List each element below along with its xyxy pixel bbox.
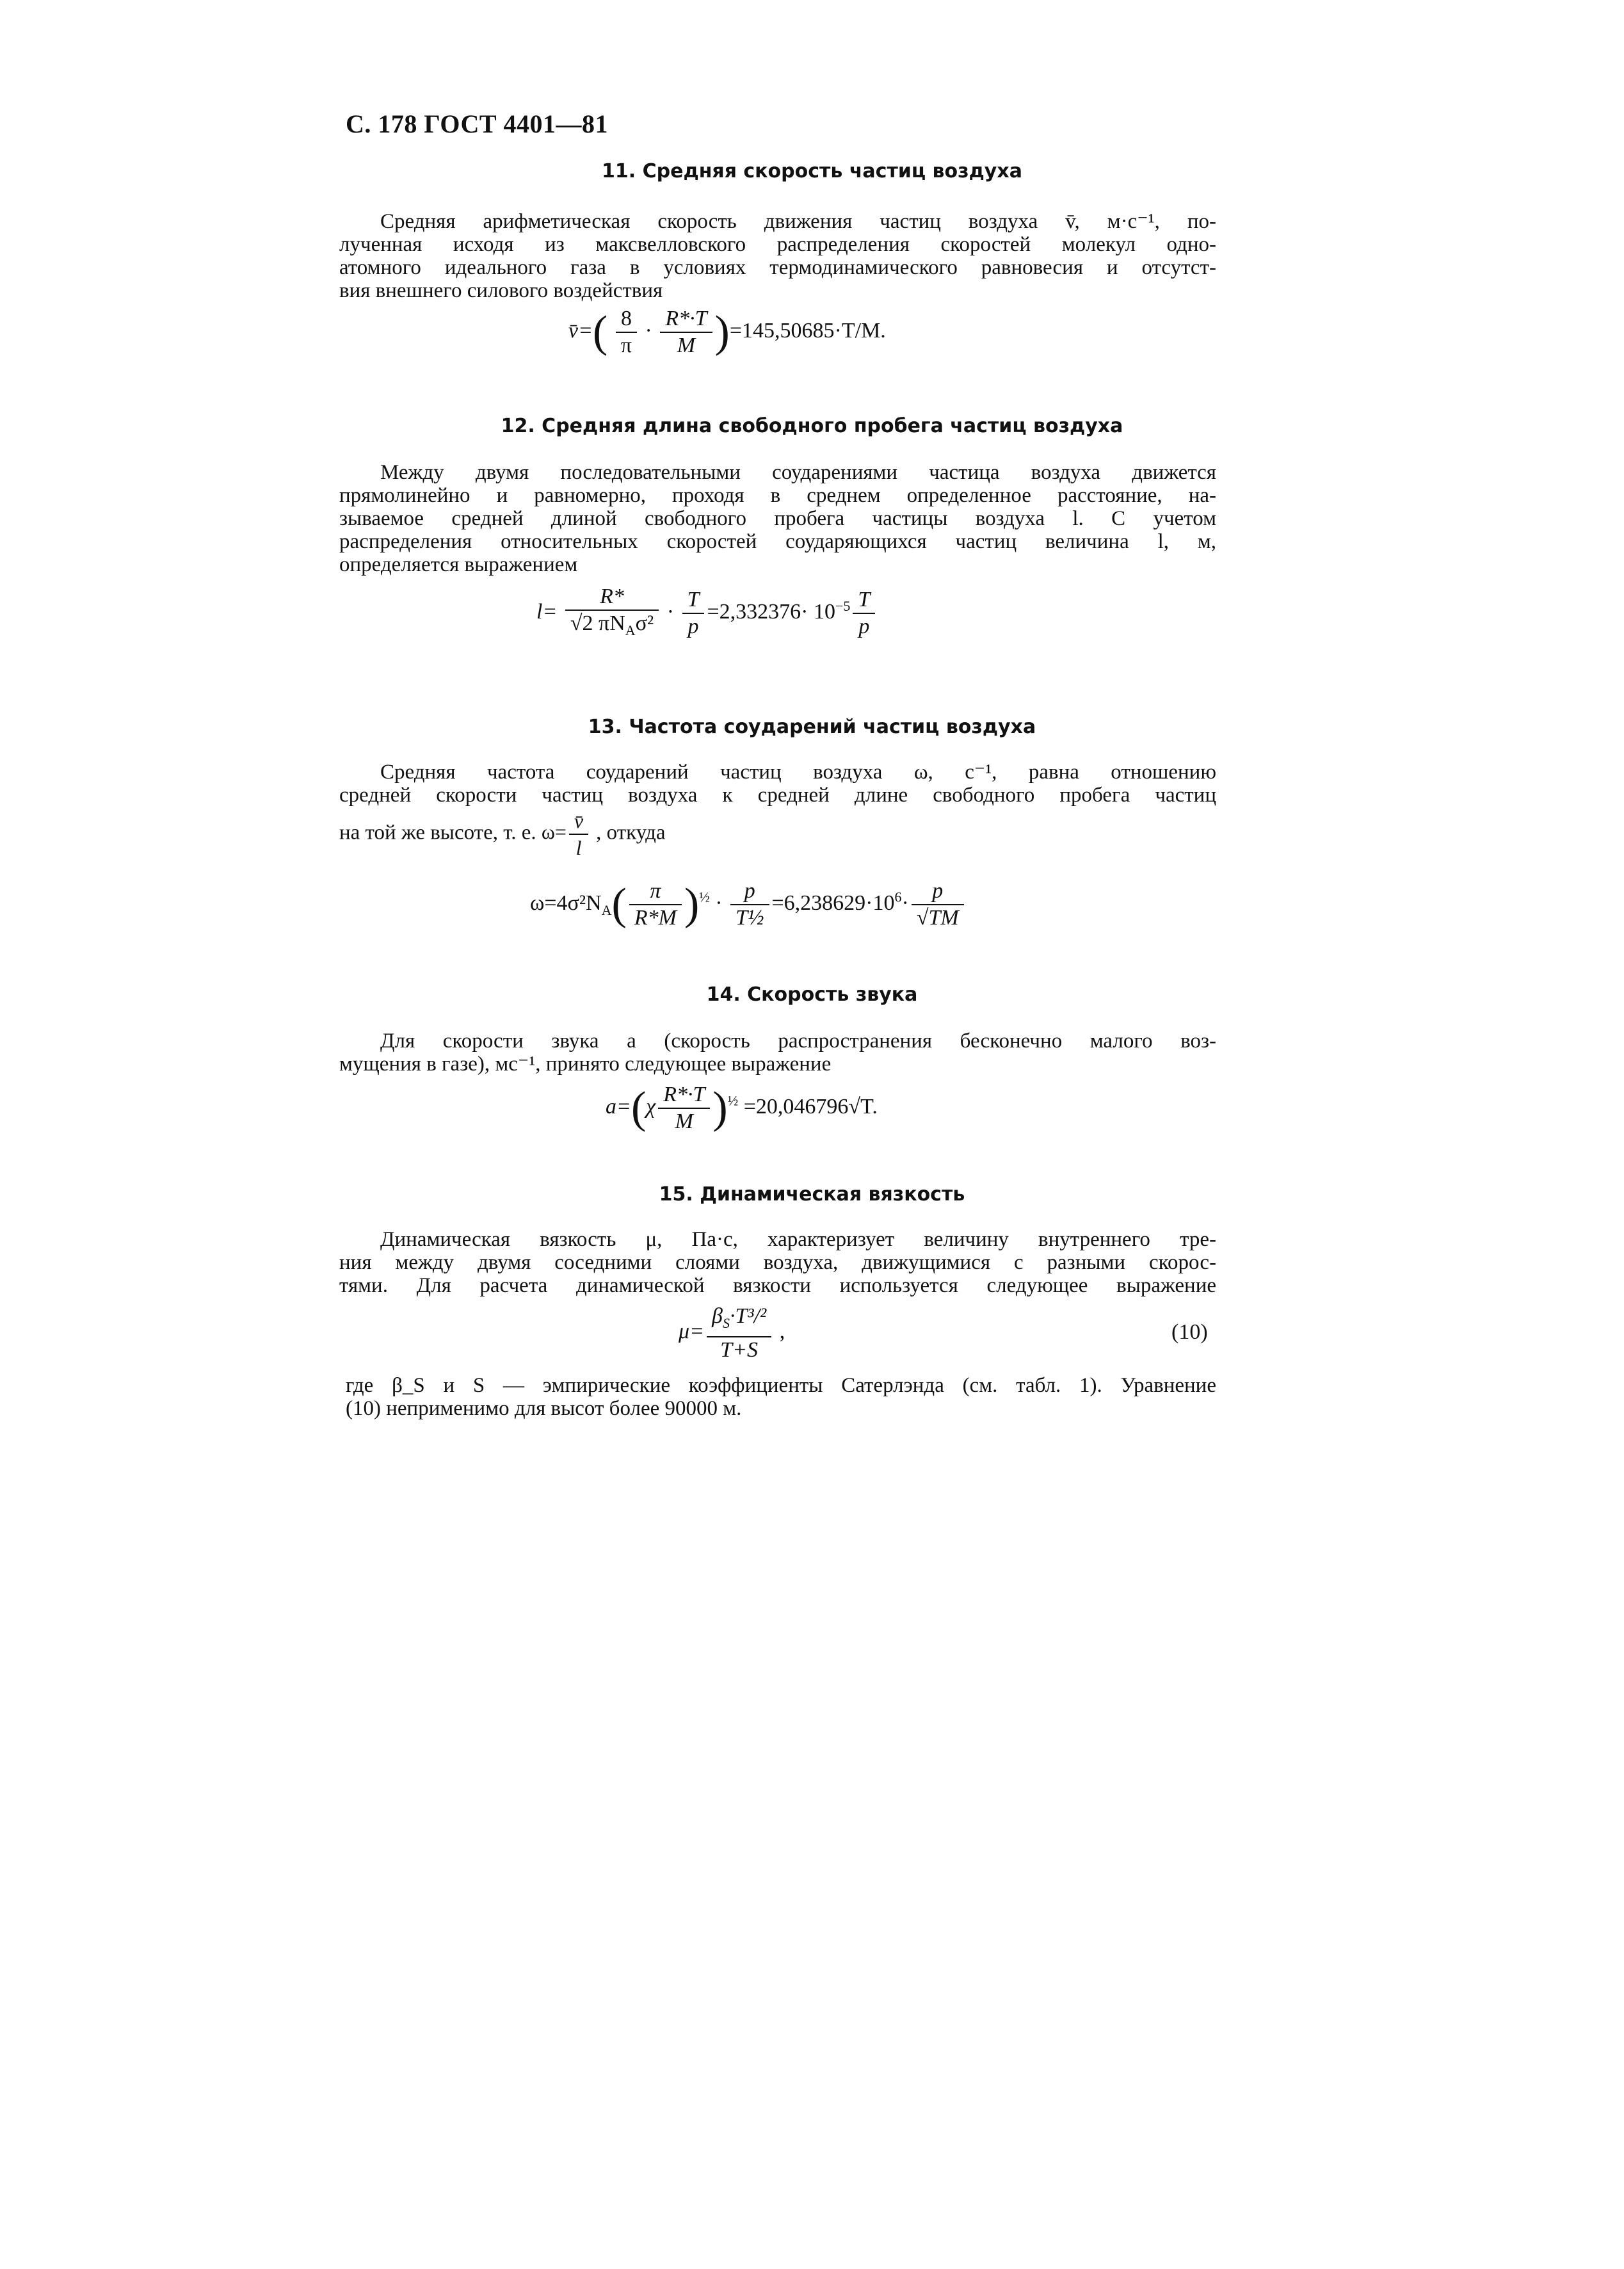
equation-speed-of-sound: a=(χ $\frac{R*\cdot T}{M}$ )$^{\frac{1}{2}}$ =20,046796√T. xyxy=(606,1083,878,1133)
paragraph-line: Между двумя последовательными соударениями частица воздуха движется xyxy=(380,461,1216,484)
section-15-paragraph xyxy=(339,1228,1216,1297)
eq-fraction: $\frac{R*}{√2 \pi N_A\sigma^2}$ xyxy=(565,584,659,643)
eq-comma: , xyxy=(779,1320,785,1344)
eq-rhs: =145,50685·T/M. xyxy=(729,318,886,343)
line3-tail: , откуда xyxy=(596,821,666,844)
paragraph-line: Для скорости звука a (скорость распространения бесконечно малого воз- xyxy=(380,1030,1216,1053)
section-14-paragraph xyxy=(339,1030,1216,1076)
line3-text: на той же высоте, т. е. xyxy=(339,821,536,844)
eq-mid: =6,238629·10 xyxy=(771,891,895,915)
paragraph-line: атомного идеального газа в условиях термодинамического равновесия и отсутст- xyxy=(339,256,1216,279)
eq-lhs: l= xyxy=(536,600,558,624)
paragraph-line: прямолинейно и равномерно, проходя в среднем определенное расстояние, на- xyxy=(339,484,1216,507)
section-11-title: 11. Средняя скорость частиц воздуха xyxy=(602,160,1022,182)
section-14-title: 14. Скорость звука xyxy=(706,983,918,1006)
paragraph-line: средней скорости частиц воздуха к средней длине свободного пробега частиц xyxy=(339,784,1216,807)
eq-fraction: $\frac{T}{p}$ xyxy=(853,587,875,640)
paragraph-line: ния между двумя соседними слоями воздуха, движущимися с разными скорос- xyxy=(339,1251,1216,1274)
eq-lhs: μ= xyxy=(679,1320,705,1344)
eq-lhs: a= xyxy=(606,1094,631,1118)
paragraph-line: Средняя частота соударений частиц воздуха ω, с⁻¹, равна отношению xyxy=(380,761,1216,784)
eq-fraction: $\frac{p}{√TM}$ xyxy=(912,878,964,931)
equation-number: (10) xyxy=(1171,1320,1208,1344)
section-12-paragraph xyxy=(339,461,1216,576)
eq-fraction: $\frac{T}{p}$ xyxy=(682,587,705,640)
eq-rhs: =20,046796√T. xyxy=(743,1094,878,1118)
section-12-title: 12. Средняя длина свободного пробега частиц воздуха xyxy=(501,415,1123,437)
paragraph-line: где β_S и S — эмпирические коэффициенты Сатерлэнда (см. табл. 1). Уравнение xyxy=(346,1374,1216,1397)
inline-equation-omega: ω= $\frac{v̄}{l}$ xyxy=(542,820,596,843)
eq-mid: =2,332376· 10 xyxy=(707,600,835,624)
paragraph-line: вия внешнего силового воздействия xyxy=(339,279,663,302)
paragraph-line: (10) неприменимо для высот более 90000 м. xyxy=(346,1397,742,1420)
section-15-title: 15. Динамическая вязкость xyxy=(659,1183,965,1206)
paragraph-line: тями. Для расчета динамической вязкости используется следующее выражение xyxy=(339,1274,1216,1297)
eq-exponent: 6 xyxy=(894,889,902,905)
paragraph-line: зываемое средней длиной свободного пробега частицы воздуха l. С учетом xyxy=(339,507,1216,530)
eq-lhs: v̄= xyxy=(568,318,593,343)
eq-fraction: $\frac{8}{\pi}$ xyxy=(616,306,637,359)
eq-lhs: $\omega=4\sigma^2N_A$ xyxy=(530,891,612,918)
section-15-after-paragraph xyxy=(346,1374,1216,1420)
paragraph-line: лученная исходя из максвелловского распределения скоростей молекул одно- xyxy=(339,233,1216,256)
eq-fraction: $\frac{p}{\text{T½}}$ xyxy=(730,878,769,931)
section-13-paragraph xyxy=(339,761,1216,807)
eq-fraction: $\frac{\beta_S\cdot T^3/^2}{T+S}$ xyxy=(707,1304,771,1363)
eq-exponent: ½ xyxy=(727,1092,739,1109)
eq-exponent: −5 xyxy=(835,597,851,614)
equation-collision-frequency: $\omega=4\sigma^2N_A$( $\frac{\pi}{R*M}$ )$^{\frac{1}{2}}$ · $\frac{p}{\text{T½}}$ $=6,238629\cdot 10^6\cdot$ $\frac{p}{√TM}$ xyxy=(530,878,967,931)
page-header: С. 178 ГОСТ 4401—81 xyxy=(346,109,609,138)
equation-mean-free-path: l= $\frac{R*}{√2 \pi N_A\sigma^2}$ · $\frac{T}{p}$ $=2,332376\cdot 10^{-5}$ $\frac{T}{p}$ xyxy=(536,584,878,643)
paragraph-line: мущения в газе), мс⁻¹, принято следующее выражение xyxy=(339,1053,832,1076)
paragraph-line: Средняя арифметическая скорость движения частиц воздуха v̄, м·с⁻¹, по- xyxy=(380,210,1216,233)
eq-exponent: ½ xyxy=(699,889,710,905)
eq-fraction: $\frac{\pi}{R*M}$ xyxy=(629,878,682,931)
equation-dynamic-viscosity xyxy=(679,1304,785,1363)
paragraph-line: распределения относительных скоростей соударяющихся частиц величина l, м, xyxy=(339,530,1216,553)
eq-fraction: $\frac{R*\cdot T}{M}$ xyxy=(660,306,712,359)
section-11-paragraph xyxy=(339,210,1216,302)
eq-kappa: χ xyxy=(646,1094,656,1118)
section-13-title: 13. Частота соударений частиц воздуха xyxy=(588,716,1036,738)
equation-mean-velocity: v̄=( $\frac{8}{\pi}$ · $\frac{R*\cdot T}{M}$ )=145,50685·T/M. xyxy=(568,307,886,357)
paragraph-line: определяется выражением xyxy=(339,553,578,576)
section-13-line3 xyxy=(339,808,1216,860)
eq-fraction: $\frac{R*\cdot T}{M}$ xyxy=(658,1082,710,1134)
paragraph-line: Динамическая вязкость μ, Па·с, характеризует величину внутреннего тре- xyxy=(380,1228,1216,1251)
